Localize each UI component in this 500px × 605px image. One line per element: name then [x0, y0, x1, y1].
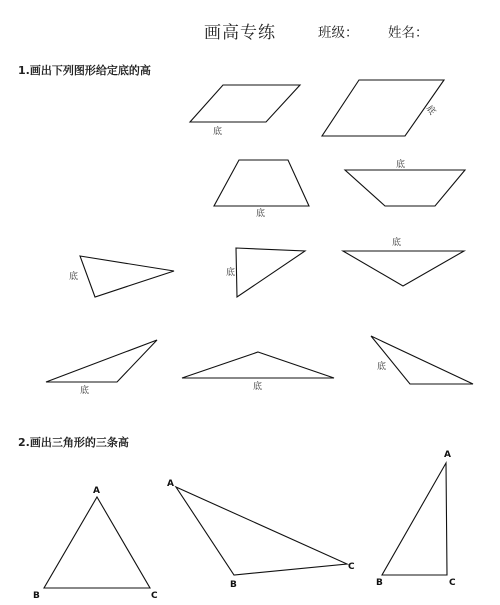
- vertex-label-c: C: [348, 562, 355, 572]
- triangle-6: [371, 336, 473, 384]
- vertex-label-a: A: [167, 479, 174, 489]
- name-field-label: 姓名：: [388, 25, 429, 41]
- base-label: 底: [377, 362, 387, 372]
- vertex-label-c: C: [449, 578, 456, 588]
- parallelogram-1: [190, 85, 300, 122]
- triangle-2: [236, 248, 305, 297]
- base-label: 底: [256, 209, 266, 219]
- worksheet-title: 画高专练: [204, 23, 276, 43]
- triangle-abc-right: [382, 463, 447, 575]
- triangle-1: [80, 256, 174, 297]
- base-label: 底: [392, 238, 402, 248]
- vertex-label-b: B: [230, 580, 237, 590]
- base-label: 底: [226, 268, 236, 278]
- vertex-label-b: B: [376, 578, 383, 588]
- class-field-label: 班级：: [318, 25, 359, 41]
- base-label: 底: [213, 127, 223, 137]
- vertex-label-a: A: [444, 450, 451, 460]
- triangle-abc-obtuse: [176, 487, 347, 575]
- base-label: 底: [253, 382, 263, 392]
- base-label: 底: [396, 160, 406, 170]
- trapezoid-1: [214, 160, 309, 206]
- base-label: 底: [80, 386, 90, 396]
- vertex-label-b: B: [33, 591, 40, 601]
- base-label: 底: [423, 103, 437, 117]
- base-label: 底: [69, 272, 79, 282]
- triangle-5: [182, 352, 334, 378]
- triangle-abc-acute: [44, 497, 150, 588]
- section-2-heading: 2.画出三角形的三条高: [18, 436, 129, 449]
- vertex-label-c: C: [151, 591, 158, 601]
- vertex-label-a: A: [93, 486, 100, 496]
- section-1-heading: 1.画出下列图形给定底的高: [18, 64, 151, 77]
- triangle-3: [343, 251, 464, 286]
- triangle-4: [46, 340, 157, 382]
- trapezoid-2: [345, 170, 465, 206]
